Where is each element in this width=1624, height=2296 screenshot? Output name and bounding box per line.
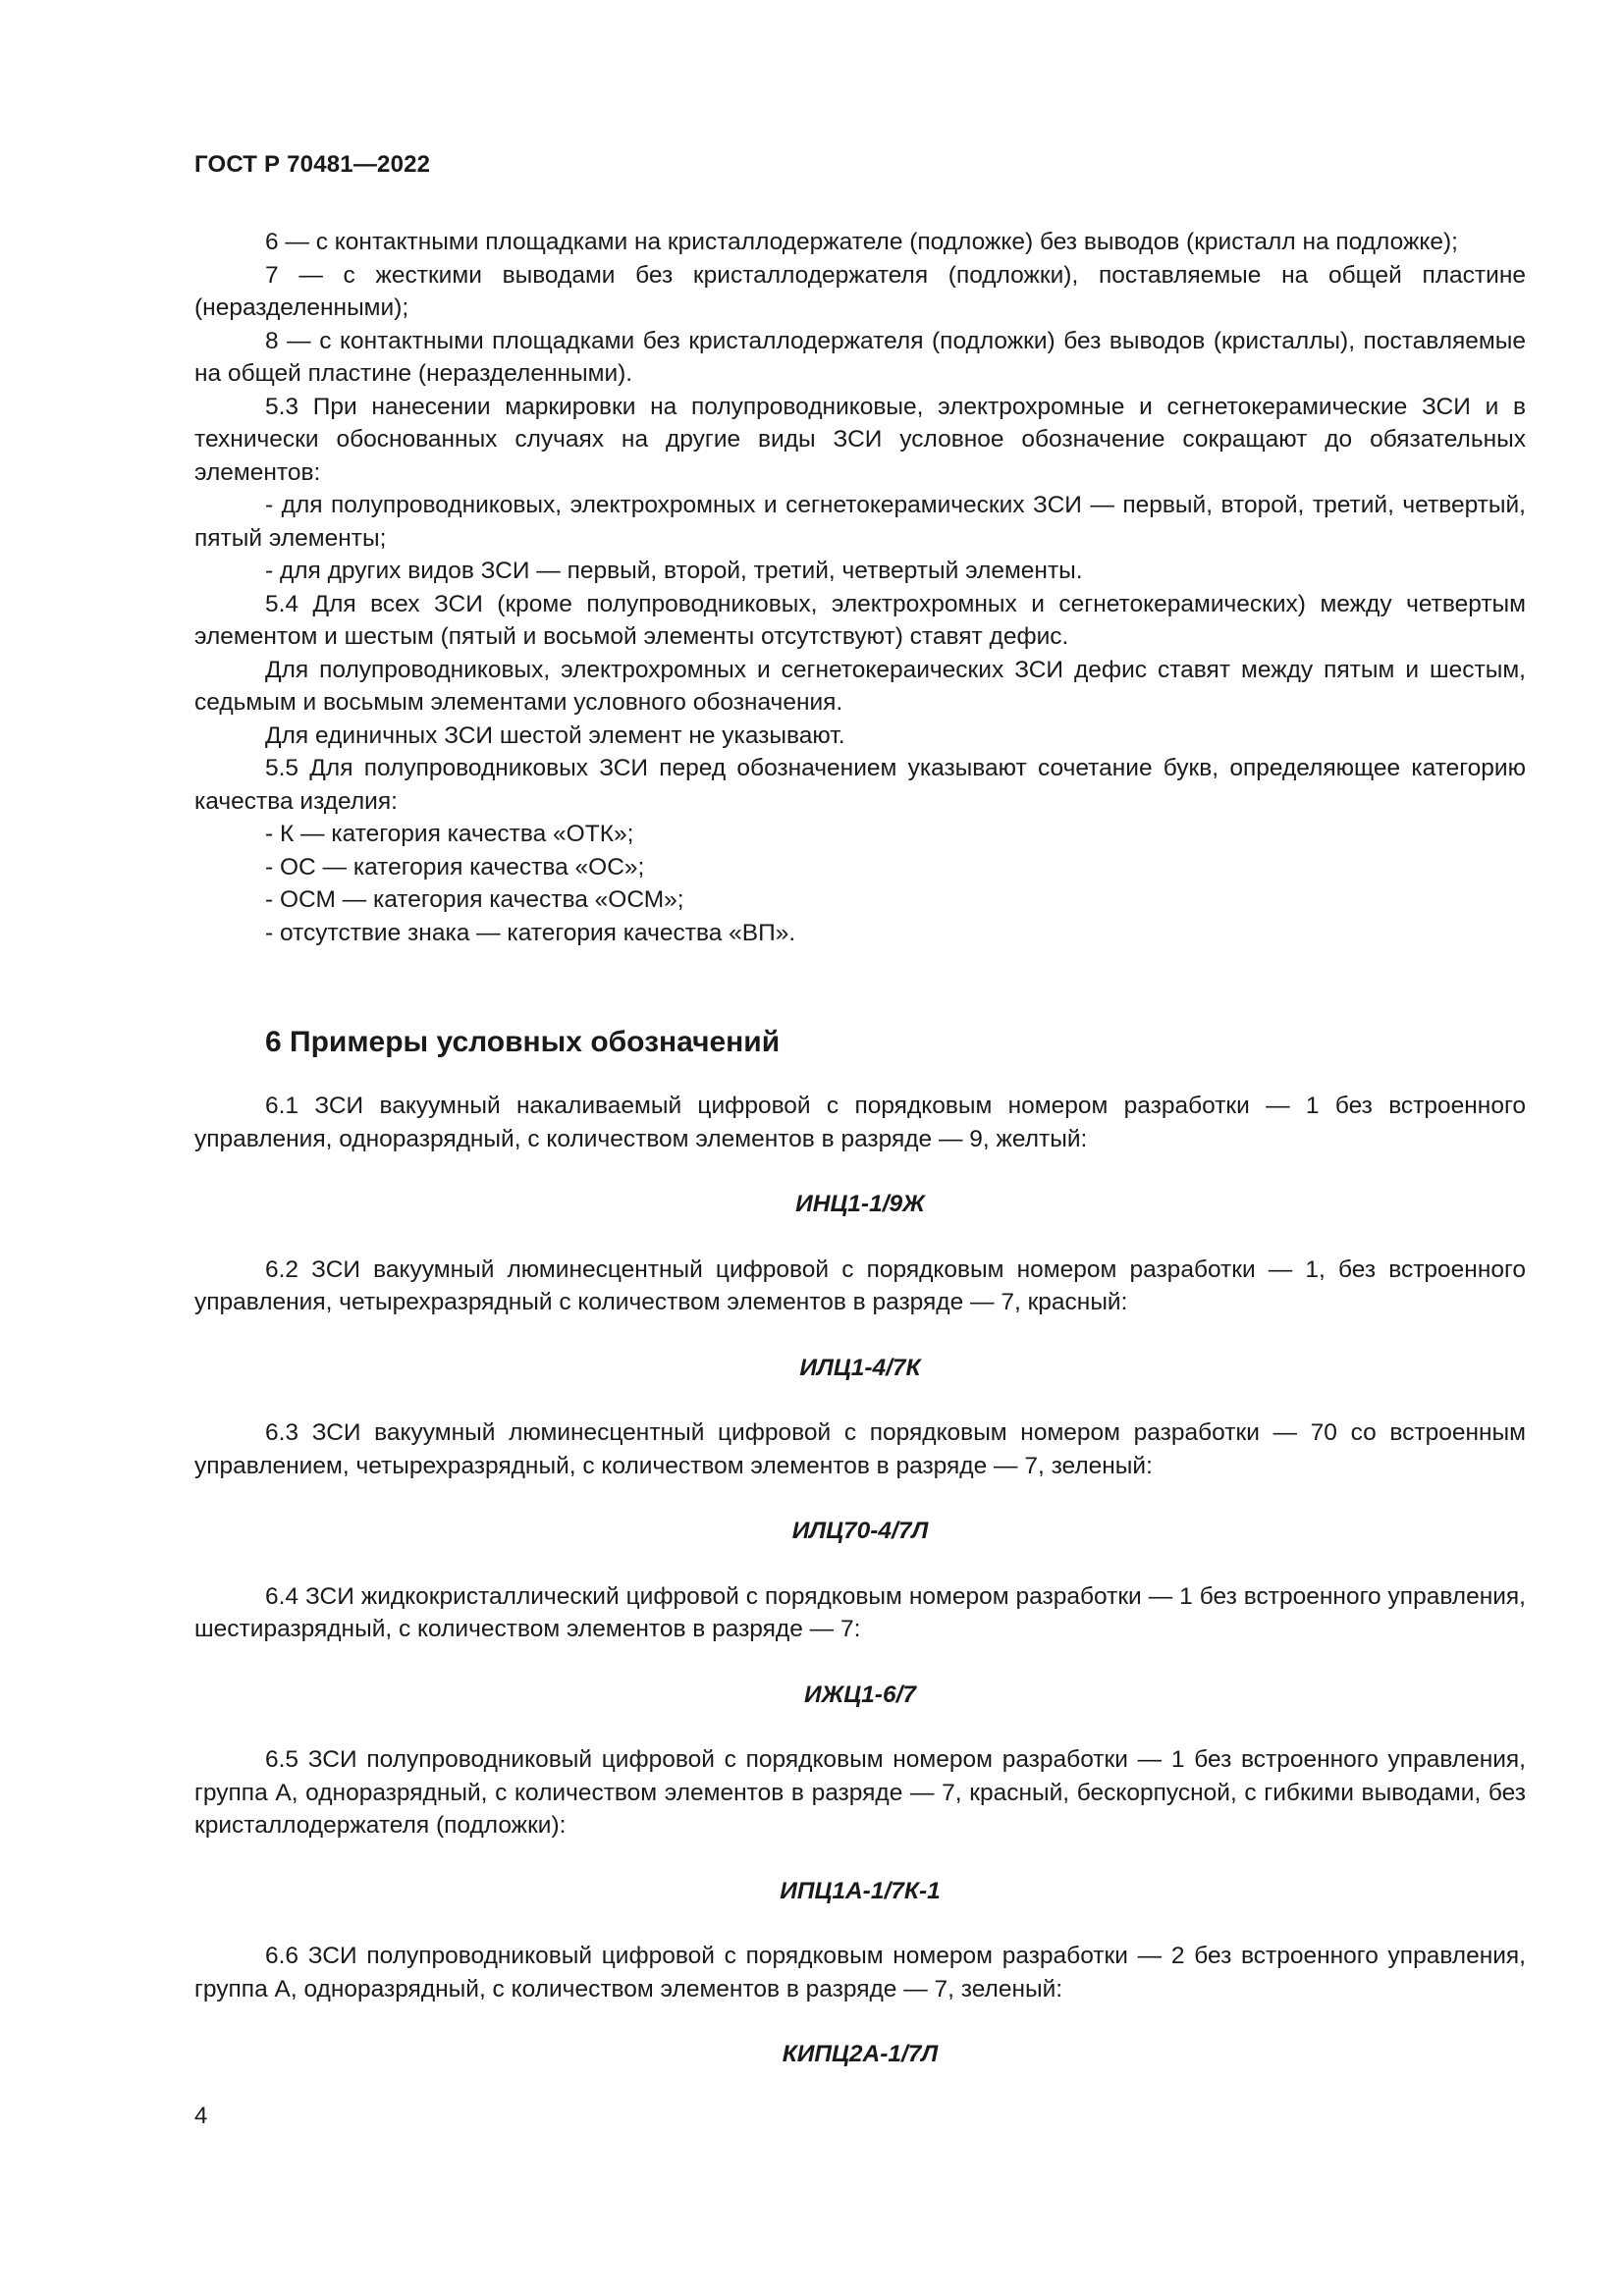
paragraph: 5.4 Для всех ЗСИ (кроме полупроводниковых, электрохромных и сегнетокерамических) между четвертым элементом и шестым (пятый и восьмой элементы отсутствуют) ставят дефис. xyxy=(194,590,1526,650)
paragraph: 8 — с контактными площадками без кристаллодержателя (подложки) без выводов (кристаллы), поставляемые на общей пластине (неразделенными). xyxy=(194,327,1526,387)
example-description: 6.3 ЗСИ вакуумный люминесцентный цифровой с порядковым номером разработки — 70 со встроенным управлением, четырехразрядный, с количеством элементов в разряде — 7, зеленый: xyxy=(194,1419,1526,1479)
paragraph: - отсутствие знака — категория качества «ВП». xyxy=(265,919,796,946)
example-description: 6.5 ЗСИ полупроводниковый цифровой с порядковым номером разработки — 1 без встроенного управления, группа А, одноразрядный, с количеством элементов в разряде — 7, красный, бескорпусной, с гибкими выводами, без кристаллодержателя (подложки): xyxy=(194,1746,1526,1839)
example-description: 6.6 ЗСИ полупроводниковый цифровой с порядковым номером разработки — 2 без встроенного управления, группа А, одноразрядный, с количеством элементов в разряде — 7, зеленый: xyxy=(194,1943,1526,2002)
example-description: 6.2 ЗСИ вакуумный люминесцентный цифровой с порядковым номером разработки — 1, без встроенного управления, четырехразрядный с количеством элементов в разряде — 7, красный: xyxy=(194,1255,1526,1315)
example-description: 6.1 ЗСИ вакуумный накаливаемый цифровой с порядковым номером разработки — 1 без встроенного управления, одноразрядный, с количеством элементов в разряде — 9, желтый: xyxy=(194,1093,1526,1152)
document-header: ГОСТ Р 70481—2022 xyxy=(194,151,431,178)
paragraph: - ОСМ — категория качества «ОСМ»; xyxy=(265,886,684,913)
examples-list xyxy=(194,1090,1526,2104)
paragraph: - К — категория качества «ОТК»; xyxy=(265,821,634,847)
example-description: 6.4 ЗСИ жидкокристаллический цифровой с порядковым номером разработки — 1 без встроенного управления, шестиразрядный, с количеством элементов в разряде — 7: xyxy=(194,1582,1526,1642)
example-designation: ИПЦ1А-1/7К-1 xyxy=(780,1877,941,1904)
example-item xyxy=(194,1580,1526,1712)
example-designation: ИЛЦ1-4/7К xyxy=(799,1354,921,1381)
paragraph: - для других видов ЗСИ — первый, второй, третий, четвертый элементы. xyxy=(265,558,1083,584)
example-item xyxy=(194,1090,1526,1221)
paragraph: 7 — с жесткими выводами без кристаллодержателя (подложки), поставляемые на общей пластине (неразделенными); xyxy=(194,261,1526,321)
paragraph: Для полупроводниковых, электрохромных и сегнетокераических ЗСИ дефис ставят между пятым и шестым, седьмым и восьмым элементами условного обозначения. xyxy=(194,656,1526,716)
example-item xyxy=(194,1416,1526,1548)
example-item xyxy=(194,1743,1526,1907)
example-designation: КИПЦ2А-1/7Л xyxy=(782,2041,939,2067)
page-number: 4 xyxy=(194,2103,208,2129)
paragraph: 6 — с контактными площадками на кристаллодержателе (подложке) без выводов (кристалл на подложке); xyxy=(265,229,1458,255)
paragraph: 5.5 Для полупроводниковых ЗСИ перед обозначением указывают сочетание букв, определяющее категорию качества изделия: xyxy=(194,755,1526,815)
example-designation: ИНЦ1-1/9Ж xyxy=(795,1191,925,1217)
paragraph: Для единичных ЗСИ шестой элемент не указывают. xyxy=(265,721,845,749)
paragraph: - для полупроводниковых, электрохромных и сегнетокерамических ЗСИ — первый, второй, третий, четвертый, пятый элементы; xyxy=(194,492,1526,552)
paragraph: - ОС — категория качества «ОС»; xyxy=(265,853,645,881)
example-designation: ИЛЦ70-4/7Л xyxy=(791,1518,929,1544)
example-item xyxy=(194,1254,1526,1385)
section-heading: 6 Примеры условных обозначений xyxy=(265,1026,781,1058)
body-text xyxy=(194,226,1526,949)
example-item xyxy=(194,1940,1526,2071)
paragraph: 5.3 При нанесении маркировки на полупроводниковые, электрохромные и сегнетокерамические ЗСИ и в технически обоснованных случаях на другие виды ЗСИ условное обозначение сокращают до обязательных элементов: xyxy=(194,393,1526,486)
example-designation: ИЖЦ1-6/7 xyxy=(803,1681,917,1708)
